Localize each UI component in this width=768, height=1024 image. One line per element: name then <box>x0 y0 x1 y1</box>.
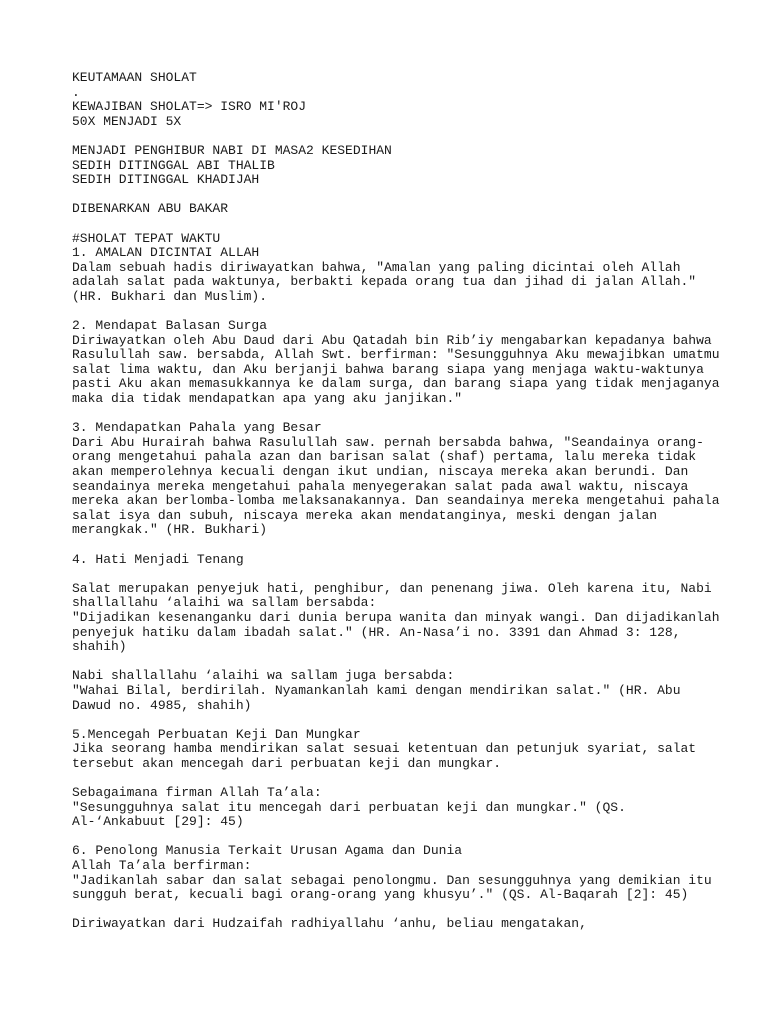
paragraph-gap <box>72 188 712 203</box>
text-line: sungguh berat, kecuali bagi orang-orang yang khusyu’." (QS. Al-Baqarah [2]: 45) <box>72 887 689 903</box>
text-line: salat isya dan subuh, niscaya mereka akan mendatanginya, meski dengan jalan <box>72 507 658 523</box>
section-4-body <box>72 580 720 655</box>
text-line: Diriwayatkan oleh Abu Daud dari Abu Qatadah bin Rib’iy mengabarkan kepadanya bahwa <box>72 332 712 348</box>
document-page <box>72 70 720 932</box>
text-line: Nabi shallallahu ‘alaihi wa sallam juga bersabda: <box>72 668 455 684</box>
text-line: adalah salat pada waktunya, berbakti kepada orang tua dan jihad di jalan Allah." <box>72 274 697 290</box>
section-3 <box>72 420 720 538</box>
section-6-hudzaifah <box>72 917 712 932</box>
text-line: DIBENARKAN ABU BAKAR <box>72 201 229 217</box>
text-line: mereka akan berlomba-lomba melaksanakannya. Dan seandainya mereka mengetahui pahala <box>72 493 720 509</box>
text-line: salat lima waktu, dan Aku berjanji bahwa barang siapa yang menjaga waktu-waktunya <box>72 361 704 377</box>
text-line: (HR. Bukhari dan Muslim). <box>72 288 268 304</box>
text-line: Allah Ta’ala berfirman: <box>72 858 252 874</box>
text-line: Al-‘Ankabuut [29]: 45) <box>72 814 244 830</box>
text-line: "Jadikanlah sabar dan salat sebagai penolongmu. Dan sesungguhnya yang demikian itu <box>72 872 712 888</box>
paragraph-gap <box>72 305 712 320</box>
section-2 <box>72 318 720 407</box>
text-line: maka dia tidak mendapatkan apa yang aku janjikan." <box>72 391 463 407</box>
section-1 <box>72 232 712 305</box>
text-line: Diriwayatkan dari Hudzaifah radhiyallahu ‘anhu, beliau mengatakan, <box>72 916 587 932</box>
text-line: 50X MENJADI 5X <box>72 113 182 129</box>
section-heading: 3. Mendapatkan Pahala yang Besar <box>72 420 322 436</box>
section-heading: 5.Mencegah Perbuatan Keji Dan Mungkar <box>72 726 361 742</box>
section-heading: 6. Penolong Manusia Terkait Urusan Agama dan Dunia <box>72 843 463 859</box>
text-line: "Wahai Bilal, berdirilah. Nyamankanlah kami dengan mendirikan salat." (HR. Abu <box>72 682 681 698</box>
section-4-bilal <box>72 669 712 713</box>
paragraph-gap <box>72 772 712 787</box>
section-5 <box>72 728 712 772</box>
text-line: Dalam sebuah hadis diriwayatkan bahwa, "Amalan yang paling dicintai oleh Allah <box>72 259 681 275</box>
text-line: KEWAJIBAN SHOLAT=> ISRO MI'ROJ <box>72 99 307 115</box>
text-line: Rasulullah saw. bersabda, Allah Swt. berfirman: "Sesungguhnya Aku mewajibkan umatmu <box>72 347 720 363</box>
penghibur-block <box>72 144 712 188</box>
text-line: Dawud no. 4985, shahih) <box>72 697 252 713</box>
text-line: Jika seorang hamba mendirikan salat sesuai ketentuan dan petunjuk syariat, salat <box>72 741 697 757</box>
text-line: Dari Abu Hurairah bahwa Rasulullah saw. pernah bersabda bahwa, "Seandainya orang- <box>72 434 704 450</box>
paragraph-gap <box>72 538 712 553</box>
text-line: "Sesungguhnya salat itu mencegah dari perbuatan keji dan mungkar." (QS. <box>72 799 626 815</box>
paragraph-gap <box>72 407 712 422</box>
text-line: SEDIH DITINGGAL KHADIJAH <box>72 172 260 188</box>
section-4-heading <box>72 553 712 568</box>
section-6 <box>72 844 712 902</box>
text-line: penyejuk hatiku dalam ibadah salat." (HR. An-Nasa’i no. 3391 dan Ahmad 3: 128, <box>72 624 681 640</box>
text-line: SEDIH DITINGGAL ABI THALIB <box>72 157 275 173</box>
paragraph-gap <box>72 655 712 670</box>
section-heading: 2. Mendapat Balasan Surga <box>72 318 268 334</box>
text-line: shallallahu ‘alaihi wa sallam bersabda: <box>72 595 377 611</box>
paragraph-gap <box>72 217 712 232</box>
text-line: pasti Aku akan memasukkannya ke dalam surga, dan barang siapa yang tidak menjaganya <box>72 376 720 392</box>
paragraph-gap <box>72 567 712 582</box>
text-line: seandainya mereka mengetahui pahala menyegerakan salat pada awal waktu, niscaya <box>72 478 689 494</box>
paragraph-gap <box>72 903 712 918</box>
text-line: akan memperolehnya kecuali dengan ikut undian, niscaya mereka akan berundi. Dan <box>72 464 689 480</box>
section-heading: 1. AMALAN DICINTAI ALLAH <box>72 245 260 261</box>
document-title: KEUTAMAAN SHOLAT <box>72 70 197 85</box>
text-line: orang mengetahui pahala azan dan barisan salat (shaf) pertama, lalu mereka tidak <box>72 449 697 465</box>
paragraph-gap <box>72 129 712 144</box>
paragraph-gap <box>72 713 712 728</box>
title-block <box>72 71 712 129</box>
text-line: . <box>72 84 80 100</box>
text-line: merangkak." (HR. Bukhari) <box>72 522 268 538</box>
text-line: Salat merupakan penyejuk hati, penghibur, dan penenang jiwa. Oleh karena itu, Nabi <box>72 580 712 596</box>
paragraph-gap <box>72 830 712 845</box>
section-heading: 4. Hati Menjadi Tenang <box>72 551 244 567</box>
text-line: "Dijadikan kesenanganku dari dunia berupa wanita dan minyak wangi. Dan dijadikanlah <box>72 609 720 625</box>
section-hashtag: #SHOLAT TEPAT WAKTU <box>72 230 221 246</box>
text-line: tersebut akan mencegah dari perbuatan keji dan mungkar. <box>72 755 502 771</box>
text-line: Sebagaimana firman Allah Ta’ala: <box>72 785 322 801</box>
abu-bakar-block <box>72 202 712 217</box>
text-line: MENJADI PENGHIBUR NABI DI MASA2 KESEDIHAN <box>72 142 392 158</box>
section-5-quote <box>72 786 712 830</box>
text-line: shahih) <box>72 639 127 655</box>
